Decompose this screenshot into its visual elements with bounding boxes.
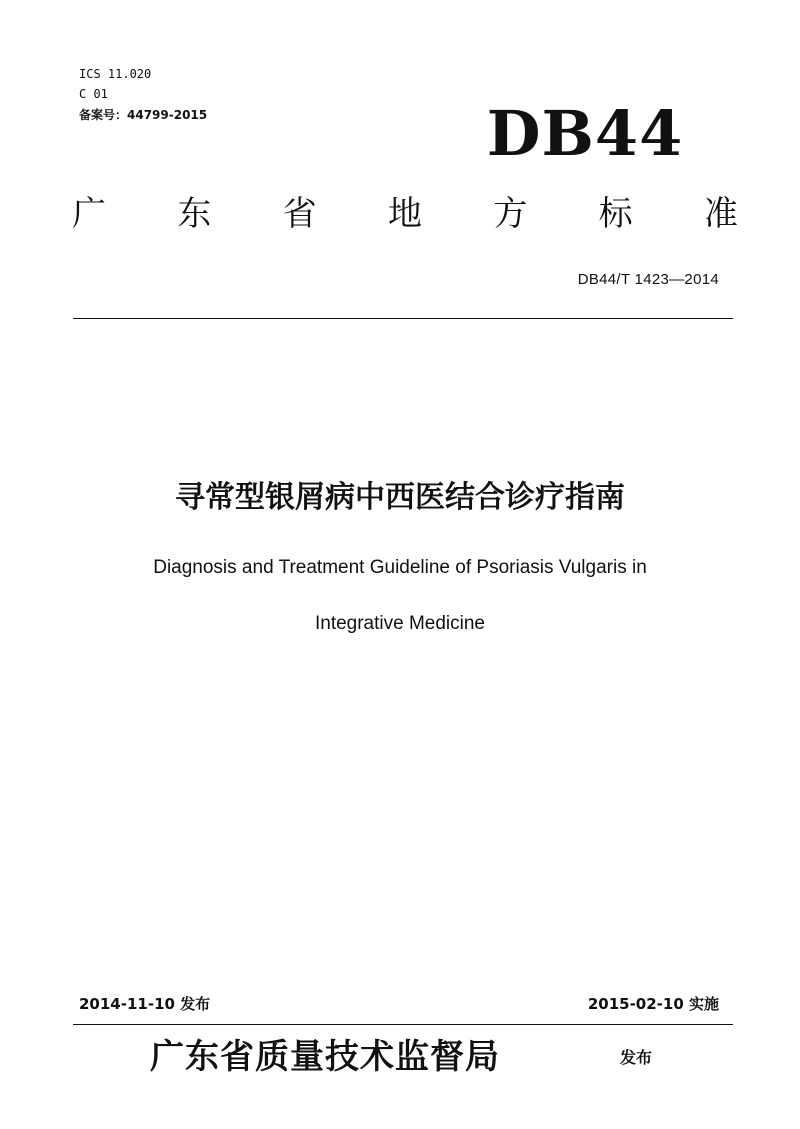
standard-type-char: 省 — [282, 194, 317, 234]
ccs-code: C 01 — [79, 87, 108, 101]
standard-type-char: 标 — [598, 194, 633, 234]
title-chinese: 寻常型银屑病中西医结合诊疗指南 — [175, 480, 625, 515]
ics-code: ICS 11.020 — [79, 67, 152, 81]
implement-date: 2015-02-10 实施 — [587, 995, 719, 1013]
standard-type-char: 方 — [493, 194, 528, 234]
footer-divider — [73, 1024, 733, 1025]
standard-type-char: 准 — [703, 194, 738, 234]
publish-date: 2014-11-10 发布 — [79, 995, 211, 1013]
db44-logo: DB44 — [486, 97, 684, 170]
issuer-name: 广东省质量技术监督局 — [150, 1037, 500, 1077]
header-divider — [73, 318, 733, 319]
standard-type — [60, 190, 750, 238]
record-number: 备案号：44799-2015 — [79, 108, 208, 122]
title-english-line2: Integrative Medicine — [314, 613, 486, 634]
issuer-action: 发布 — [620, 1048, 653, 1067]
standard-type-char: 广 — [72, 194, 106, 234]
standard-type-char: 地 — [387, 194, 422, 234]
title-english-line1: Diagnosis and Treatment Guideline of Psoriasis Vulgaris in — [153, 557, 647, 578]
standard-number: DB44/T 1423—2014 — [577, 271, 719, 288]
standard-type-char: 东 — [177, 194, 212, 234]
